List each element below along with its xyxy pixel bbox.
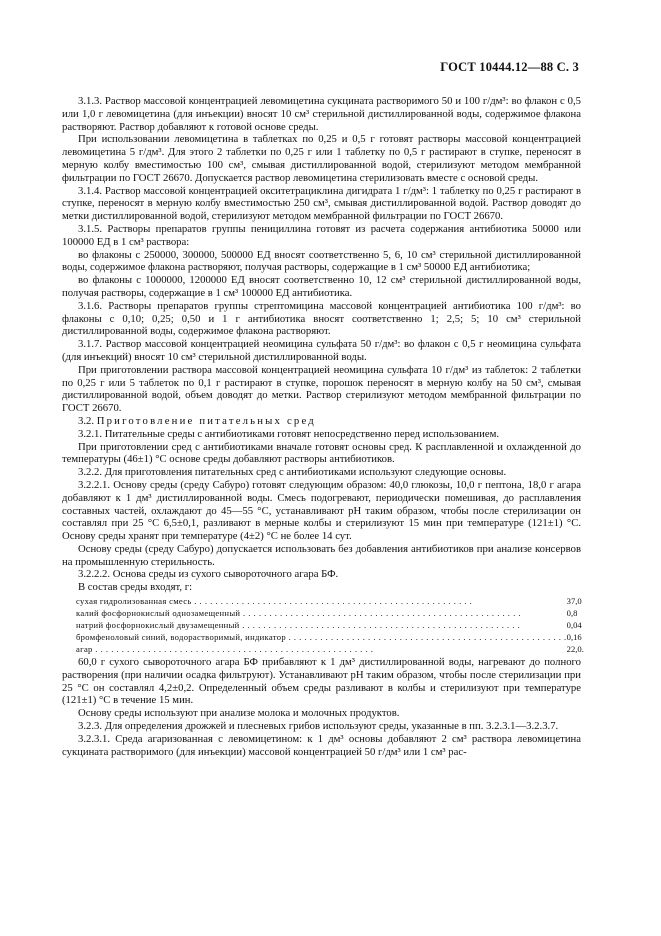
paragraph: 3.1.7. Раствор массовой концентрацией неомицина сульфата 50 г/дм³: во флакон с 0,5 г неомицина сульфата (для инъекций) вносят 10 см³ стерильной дистиллированной воды. [62,338,581,363]
paragraph: При использовании левомицетина в таблетках по 0,25 и 0,5 г готовят растворы массовой концентрацией левомицетина 5 г/дм³. Для этого 2 таблетки по 0,25 г или 1 таблетку по 0,5 г растирают в ступке, переносят в мерную колбу вместимостью 100 см³, смывая дистиллированной водой, стерилизуют методом мембранной фильтрации по ГОСТ 26670. Допускается раствор левомицетина стерилизовать вместе с основой среды. [62,133,581,184]
paragraph: 60,0 г сухого сывороточного агара БФ прибавляют к 1 дм³ дистиллированной воды, нагревают до полного растворения (при наличии осадка фильтруют). Устанавливают рН таким образом, чтобы после стерилизации при 25 °С он составлял 4,2±0,2. Определенный объем среды разливают в колбы и стерилизуют при температуре (121±1) °С в течение 15 мин. [62,656,581,707]
paragraph: При приготовлении сред с антибиотиками вначале готовят основы сред. К расплавленной и охлажденной до температуры (46±1) °С основе среды добавляют растворы антибиотиков. [62,440,581,466]
ingredient-amount: 22,0. [566,644,584,655]
ingredient-amount: 0,16 [566,632,582,643]
paragraph: Основу среды используют при анализе молока и молочных продуктов. [78,707,400,720]
composition-row [76,619,584,631]
paragraph: 3.2.2.1. Основу среды (среду Сабуро) готовят следующим образом: 40,0 глюкозы, 10,0 г пептона, 18,0 г агара добавляют к 1 дм³ дистиллированной воды. Смесь подогревают, периодически помешивая, до расплавления составных частей, охлаждают до 45—55 °С, устанавливают рН таким образом, чтобы после стерилизации он составлял при 25 °С 6,5±0,1, разливают в мерные колбы и стерилизуют 15 мин при температуре (121±1) °С. Основу среды хранят при температуре (4±2) °С не более 14 сут. [62,478,581,543]
paragraph: во флаконы с 1000000, 1200000 ЕД вносят соответственно 10, 12 см³ стерильной дистиллированной воды, получая растворы, содержащие в 1 см³ 100000 ЕД антибиотика. [62,274,581,299]
paragraph: 3.2.1. Питательные среды с антибиотиками готовят непосредственно перед использованием. [78,427,500,440]
ingredient-name: агар . . . [76,644,373,654]
paragraph: В состав среды входят, г: [78,581,193,594]
composition-row [76,643,584,655]
ingredient-amount: 0,04 [566,620,582,631]
composition-table [76,595,584,655]
ingredient-name: натрий фосфорнокислый двузамещенный . . . [76,620,520,630]
paragraph: 3.1.4. Раствор массовой концентрацией окситетрациклина дигидрата 1 г/дм³: 1 таблетку по 0,25 г растирают в ступке, переносят в мерную колбу вместимостью 250 см³, смывая дистиллированной водой. Раствор доводят до метки дистиллированной водой, стерилизуют методом мембранной фильтрации по ГОСТ 26670. [62,184,581,223]
paragraph: 3.1.6. Растворы препаратов группы стрептомицина массовой концентрацией антибиотика 100 г/дм³: во флаконы с 0,10; 0,25; 0,50 и 1 г антибиотика вносят соответственно 1; 2,5; 5; 10 см³ стерильной дистиллированной воды, содержимое флакона растворяют. [62,299,581,338]
section-heading [62,415,581,428]
paragraph: Основу среды (среду Сабуро) допускается использовать без добавления антибиотиков при анализе консервов на промышленную стерильность. [62,542,581,568]
ingredient-amount: 37,0 [566,596,582,607]
ingredient-name: бромфеноловый синий, водорастворимый, индикатор . . . [76,632,567,642]
document-body [62,95,584,758]
paragraph: 3.2.3.1. Среда агаризованная с левомицетином: к 1 дм³ основы добавляют 2 см³ раствора левомицетина сукцината растворимого (для инъекции) массовой концентрацией 50 г/дм³ или 1 см³ рас- [62,732,581,758]
page-header: ГОСТ 10444.12—88 С. 3 [440,60,579,74]
ingredient-name: сухая гидролизованная смесь . . . [76,596,472,606]
section-number: 3.2. [78,414,95,427]
ingredient-name: калий фосфорнокислый однозамещенный . . . [76,608,521,618]
section-title: Приготовление питательных сред [96,414,316,427]
paragraph: во флаконы с 250000, 300000, 500000 ЕД вносят соответственно 5, 6, 10 см³ стерильной дистиллированной воды, содержимое флакона растворяют, получая растворы, содержащие в 1 см³ 50000 ЕД антибиотика; [62,248,581,274]
ingredient-amount: 0,8 [566,608,578,619]
paragraph: 3.2.2. Для приготовления питательных сред с антибиотиками используют следующие основы. [78,466,507,479]
paragraph: При приготовлении раствора массовой концентрацией неомицина сульфата 10 г/дм³ из таблеток: 2 таблетки по 0,25 г или 5 таблеток по 0,1 г растирают в ступке, порошок переносят в мерную колбу на 50 см³, смывая дистиллированной водой, объем доводят до метки. Раствор стерилизуют методом мембранной фильтрации по ГОСТ 26670. [62,363,581,415]
composition-row [76,595,584,607]
paragraph: 3.1.3. Раствор массовой концентрацией левомицетина сукцината растворимого 50 и 100 г/дм³: во флакон с 0,5 или 1,0 г левомицетина (для инъекции) вносят 10 см³ стерильной дистиллированной воды, содержимое флакона растворяют. Раствор добавляют к готовой основе среды. [62,95,581,133]
paragraph: 3.1.5. Растворы препаратов группы пенициллина готовят из расчета содержания антибиотика 50000 или 100000 ЕД в 1 см³ раствора: [62,222,581,248]
paragraph: 3.2.3. Для определения дрожжей и плесневых грибов используют среды, указанные в пп. 3.2.3.1—3.2.3.7. [78,720,559,733]
paragraph: 3.2.2.2. Основа среды из сухого сывороточного агара БФ. [78,568,339,581]
composition-row [76,607,584,619]
composition-row [76,631,584,643]
